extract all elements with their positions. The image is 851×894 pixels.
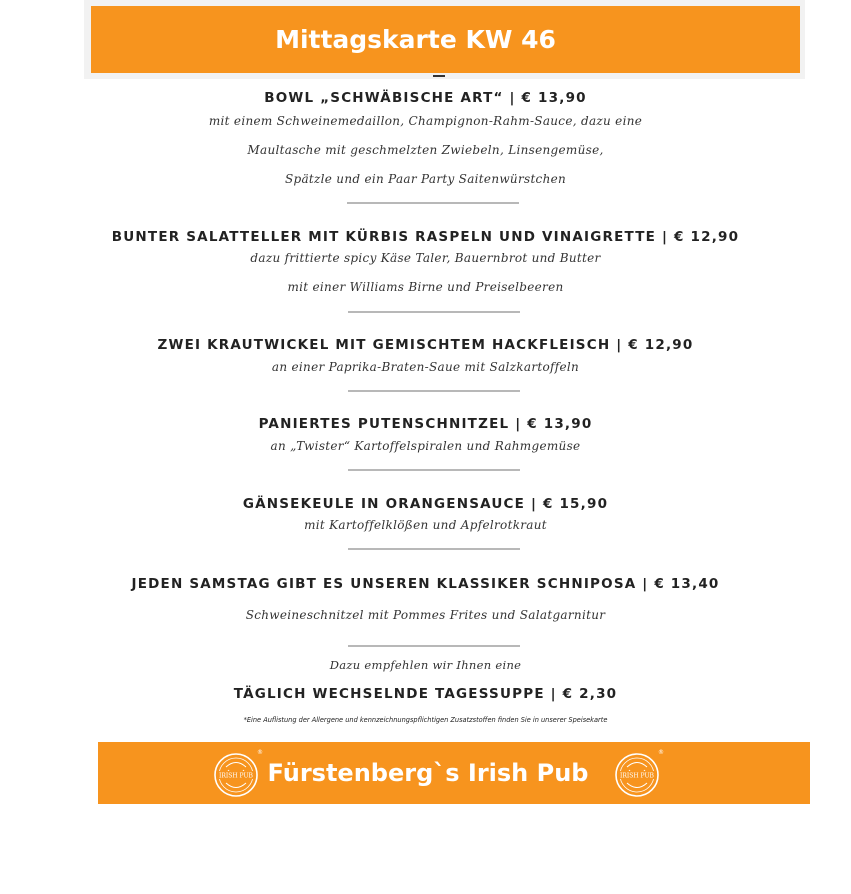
separator-line — [347, 202, 519, 204]
dish-title: BUNTER SALATTELLER MIT KÜRBIS RASPELN UND VINAIGRETTE | € 12,90 — [111, 229, 740, 245]
allergen-footnote: *Eine Auflistung der Allergene und kennzeichnungspflichtigen Zusatzstoffen finden Sie in unserer Speisekarte — [243, 716, 608, 724]
svg-text:IRISH PUB: IRISH PUB — [620, 772, 654, 780]
dish-description: Spätzle und ein Paar Party Saitenwürstchen — [284, 172, 567, 186]
dish-description: Maultasche mit geschmelzten Zwiebeln, Linsengemüse, — [247, 143, 604, 157]
svg-text:IRISH PUB: IRISH PUB — [219, 772, 253, 780]
soup-title: TÄGLICH WECHSELNDE TAGESSUPPE | € 2,30 — [233, 686, 618, 702]
separator-line — [348, 645, 520, 647]
dish-description: mit einer Williams Birne und Preiselbeeren — [287, 280, 564, 294]
dish-title: BOWL „SCHWÄBISCHE ART“ | € 13,90 — [264, 90, 587, 106]
pub-logo-right-icon — [613, 746, 663, 800]
separator-line — [348, 390, 520, 392]
dish-description: mit einem Schweinemedaillon, Champignon-Rahm-Sauce, dazu eine — [208, 114, 643, 128]
soup-intro: Dazu empfehlen wir Ihnen eine — [329, 658, 522, 672]
dish-description: an „Twister“ Kartoffelspiralen und Rahmgemüse — [270, 439, 581, 453]
dish-description: mit Kartoffelklößen und Apfelrotkraut — [304, 518, 547, 532]
dish-title: ZWEI KRAUTWICKEL MIT GEMISCHTEM HACKFLEISCH | € 12,90 — [157, 337, 694, 353]
dish-title: JEDEN SAMSTAG GIBT ES UNSEREN KLASSIKER SCHNIPOSA | € 13,40 — [131, 576, 720, 592]
svg-text:®: ® — [658, 749, 664, 756]
decorative-tick — [433, 75, 445, 77]
pub-logo-left-icon — [212, 746, 262, 800]
footer-banner — [98, 742, 810, 804]
separator-line — [348, 548, 520, 550]
menu-title: Mittagskarte KW 46 — [275, 25, 556, 54]
dish-description: an einer Paprika-Braten-Saue mit Salzkartoffeln — [271, 360, 580, 374]
dish-title: PANIERTES PUTENSCHNITZEL | € 13,90 — [258, 416, 593, 432]
pub-name: Fürstenberg`s Irish Pub — [267, 759, 589, 787]
header-banner — [91, 6, 800, 73]
svg-text:®: ® — [257, 749, 263, 756]
dish-title: GÄNSEKEULE IN ORANGENSAUCE | € 15,90 — [242, 496, 609, 512]
separator-line — [348, 311, 520, 313]
dish-description: Schweineschnitzel mit Pommes Frites und Salatgarnitur — [245, 608, 606, 622]
separator-line — [348, 469, 520, 471]
dish-description: dazu frittierte spicy Käse Taler, Bauernbrot und Butter — [250, 251, 601, 265]
